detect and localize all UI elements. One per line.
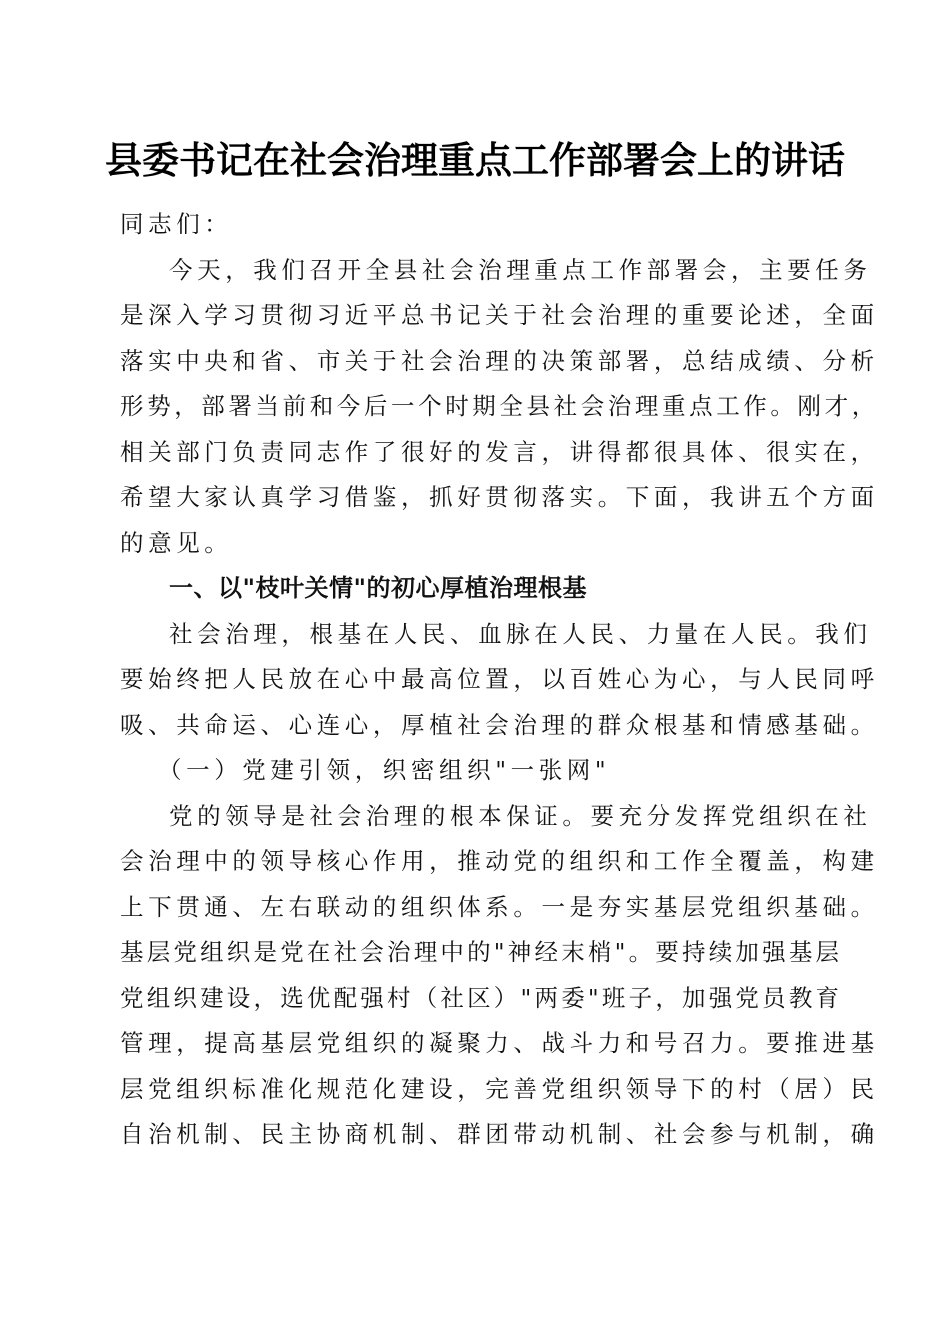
salutation: 同志们： <box>120 210 233 238</box>
paragraph-line: 相关部门负责同志作了很好的发言，讲得都很具体、很实在， <box>120 437 879 466</box>
paragraph-line: 自治机制、民主协商机制、群团带动机制、社会参与机制，确 <box>120 1120 879 1148</box>
paragraph-line: 社会治理，根基在人民、血脉在人民、力量在人民。我们 <box>169 619 872 648</box>
paragraph-line: 上下贯通、左右联动的组织体系。一是夯实基层党组织基础。 <box>120 892 879 921</box>
paragraph-line: 基层党组织是党在社会治理中的"神经末梢"。要持续加强基层 <box>120 938 843 966</box>
section-heading: 一、以"枝叶关情"的初心厚植治理根基 <box>169 574 588 602</box>
document-title: 县委书记在社会治理重点工作部署会上的讲话 <box>105 138 845 182</box>
paragraph-line: 要始终把人民放在心中最高位置，以百姓心为心，与人民同呼 <box>120 665 879 693</box>
paragraph-line: 是深入学习贯彻习近平总书记关于社会治理的重要论述，全面 <box>120 301 879 329</box>
paragraph-line: 的意见。 <box>120 528 233 557</box>
paragraph-line: 希望大家认真学习借鉴，抓好贯彻落实。下面，我讲五个方面 <box>120 483 879 511</box>
subsection-heading: （一）党建引领，织密组织"一张网" <box>158 756 611 784</box>
paragraph-line: 管理，提高基层党组织的凝聚力、战斗力和号召力。要推进基 <box>120 1029 879 1057</box>
paragraph-line: 吸、共命运、心连心，厚植社会治理的群众根基和情感基础。 <box>120 710 879 739</box>
paragraph-line: 落实中央和省、市关于社会治理的决策部署，总结成绩、分析 <box>120 346 879 375</box>
document-body <box>120 202 879 1158</box>
paragraph-line: 今天，我们召开全县社会治理重点工作部署会，主要任务 <box>169 255 872 284</box>
paragraph-line: 层党组织标准化规范化建设，完善党组织领导下的村（居）民 <box>120 1074 879 1103</box>
paragraph-line: 会治理中的领导核心作用，推动党的组织和工作全覆盖，构建 <box>120 847 879 875</box>
paragraph-line: 党组织建设，选优配强村（社区）"两委"班子，加强党员教育 <box>120 983 843 1012</box>
paragraph-line: 党的领导是社会治理的根本保证。要充分发挥党组织在社 <box>169 801 872 830</box>
paragraph-line: 形势，部署当前和今后一个时期全县社会治理重点工作。刚才， <box>120 392 879 420</box>
